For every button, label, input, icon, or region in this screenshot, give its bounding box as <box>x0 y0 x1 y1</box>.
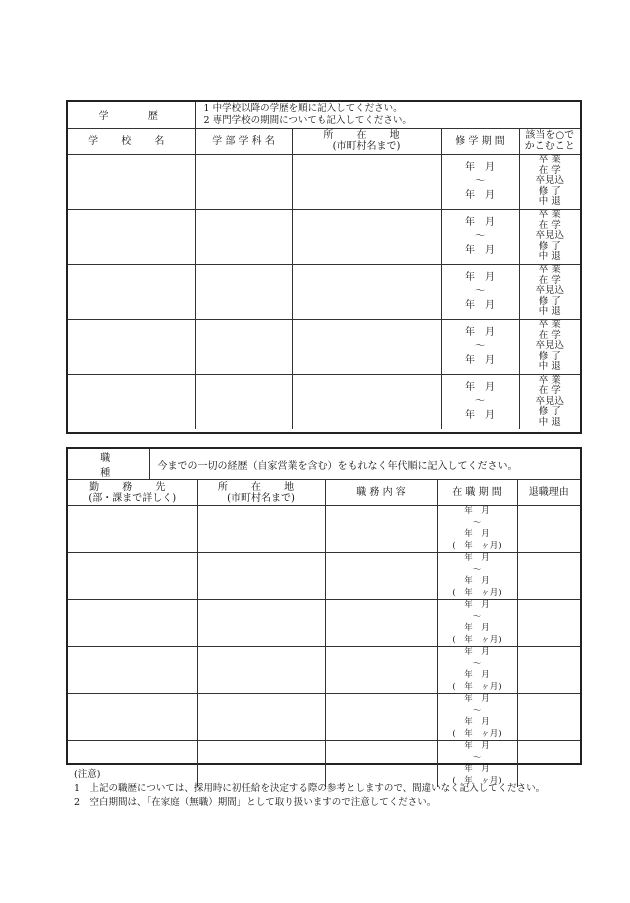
duties-cell[interactable] <box>325 647 437 694</box>
period-duration: ( 年 ヶ月) <box>452 728 502 739</box>
period-duration: ( 年 ヶ月) <box>452 540 502 551</box>
education-instruction-2: 2 専門学校の期間についても記入してください。 <box>203 114 412 126</box>
status-cell <box>519 374 580 429</box>
period-end: 年 月 <box>464 623 490 633</box>
location-cell[interactable] <box>292 154 441 209</box>
period-start: 年 月 <box>465 216 495 228</box>
employment-period-cell[interactable] <box>437 647 517 694</box>
duties-cell[interactable] <box>325 694 437 741</box>
period-end: 年 月 <box>465 189 495 201</box>
study-period-cell[interactable] <box>441 154 519 209</box>
period-start: 年 月 <box>464 553 490 563</box>
period-duration: ( 年 ヶ月) <box>452 587 502 598</box>
status-option[interactable]: 中 退 <box>538 416 561 428</box>
period-start: 年 月 <box>464 694 490 704</box>
header-work-location <box>197 480 325 506</box>
employment-period-cell[interactable] <box>437 506 517 553</box>
duties-cell[interactable] <box>325 553 437 600</box>
header-leave-reason: 退職理由 <box>517 480 580 506</box>
employer-cell[interactable] <box>68 600 197 647</box>
work-row <box>68 506 580 553</box>
status-option[interactable]: 卒 業 <box>538 264 561 276</box>
location-cell[interactable] <box>292 209 441 264</box>
employment-period-cell[interactable] <box>437 694 517 741</box>
header-school-name: 学 校 名 <box>68 128 195 154</box>
education-row <box>68 319 580 374</box>
school-name-cell[interactable] <box>68 374 195 429</box>
status-option[interactable]: 修 了 <box>538 240 561 252</box>
work-row <box>68 647 580 694</box>
period-tilde: 〜 <box>472 752 482 763</box>
faculty-cell[interactable] <box>195 319 292 374</box>
period-tilde: 〜 <box>475 230 485 242</box>
education-row <box>68 154 580 209</box>
study-period-cell[interactable] <box>441 209 519 264</box>
period-start: 年 月 <box>464 647 490 657</box>
period-tilde: 〜 <box>475 175 485 187</box>
study-period-cell[interactable] <box>441 374 519 429</box>
period-tilde: 〜 <box>472 517 482 528</box>
period-end: 年 月 <box>465 354 495 366</box>
period-end: 年 月 <box>464 529 490 539</box>
leave-reason-cell[interactable] <box>517 600 580 647</box>
period-tilde: 〜 <box>472 705 482 716</box>
period-end: 年 月 <box>464 670 490 680</box>
status-cell <box>519 264 580 319</box>
header-employer <box>68 480 197 506</box>
period-end: 年 月 <box>464 717 490 727</box>
leave-reason-cell[interactable] <box>517 694 580 741</box>
status-option[interactable]: 卒見込 <box>535 395 564 407</box>
header-faculty: 学 部 学 科 名 <box>195 128 292 154</box>
period-start: 年 月 <box>465 381 495 393</box>
status-option[interactable]: 卒見込 <box>535 285 564 297</box>
status-option[interactable]: 修 了 <box>538 350 561 362</box>
header-work-location-line1: 所 在 地 <box>217 481 305 493</box>
employer-cell[interactable] <box>68 553 197 600</box>
study-period-cell[interactable] <box>441 319 519 374</box>
work-row <box>68 600 580 647</box>
work-location-cell[interactable] <box>197 647 325 694</box>
status-option[interactable]: 卒 業 <box>538 319 561 331</box>
notes <box>74 768 545 810</box>
header-location <box>292 128 441 154</box>
header-location-line1: 所 在 地 <box>323 130 410 141</box>
header-status-line1: 該当を○で <box>525 130 575 141</box>
period-start: 年 月 <box>465 326 495 338</box>
period-start: 年 月 <box>465 161 495 173</box>
status-option[interactable]: 在 学 <box>538 385 561 396</box>
education-row <box>68 374 580 429</box>
duties-cell[interactable] <box>325 506 437 553</box>
status-option[interactable]: 卒見込 <box>535 175 564 187</box>
work-location-cell[interactable] <box>197 694 325 741</box>
leave-reason-cell[interactable] <box>517 506 580 553</box>
period-end: 年 月 <box>465 409 495 421</box>
employer-cell[interactable] <box>68 647 197 694</box>
school-name-cell[interactable] <box>68 209 195 264</box>
notes-title: (注意) <box>74 769 101 780</box>
school-name-cell[interactable] <box>68 264 195 319</box>
period-end: 年 月 <box>464 764 490 774</box>
work-row <box>68 553 580 600</box>
period-start: 年 月 <box>464 600 490 610</box>
period-tilde: 〜 <box>475 395 485 407</box>
period-tilde: 〜 <box>472 611 482 622</box>
status-option[interactable]: 卒見込 <box>535 230 564 242</box>
period-tilde: 〜 <box>475 340 485 352</box>
period-tilde: 〜 <box>472 658 482 669</box>
location-cell[interactable] <box>292 264 441 319</box>
period-start: 年 月 <box>464 741 490 751</box>
status-option[interactable]: 在 学 <box>538 274 561 286</box>
status-option[interactable]: 在 学 <box>538 329 561 341</box>
note-item-1: 1 上記の職歴については、採用時に初任給を決定する際の参考としますので、間違いなく記入してください。 <box>74 783 546 794</box>
status-option[interactable]: 在 学 <box>538 164 561 176</box>
education-row <box>68 209 580 264</box>
work-section-label: 職 種 <box>68 449 149 480</box>
work-instruction: 今までの一切の経歴（自家営業を含む）をもれなく年代順に記入してください。 <box>149 449 580 480</box>
header-work-location-line2: (市町村名まで) <box>227 492 295 504</box>
school-name-cell[interactable] <box>68 319 195 374</box>
employer-cell[interactable] <box>68 506 197 553</box>
education-row <box>68 264 580 319</box>
education-section-label: 学 歴 <box>68 102 195 128</box>
status-cell <box>519 209 580 264</box>
faculty-cell[interactable] <box>195 154 292 209</box>
period-end: 年 月 <box>464 576 490 586</box>
status-cell <box>519 319 580 374</box>
education-table <box>66 100 582 434</box>
work-location-cell[interactable] <box>197 600 325 647</box>
header-employment-period: 在 職 期 間 <box>437 480 517 506</box>
employer-cell[interactable] <box>68 694 197 741</box>
education-instructions <box>195 102 580 128</box>
faculty-cell[interactable] <box>195 374 292 429</box>
period-duration: ( 年 ヶ月) <box>452 775 502 786</box>
status-option[interactable]: 修 了 <box>538 185 561 197</box>
work-location-cell[interactable] <box>197 553 325 600</box>
header-employer-line1: 勤 務 先 <box>89 481 176 493</box>
school-name-cell[interactable] <box>68 154 195 209</box>
employment-period-cell[interactable] <box>437 553 517 600</box>
faculty-cell[interactable] <box>195 209 292 264</box>
status-cell <box>519 154 580 209</box>
status-option[interactable]: 卒 業 <box>538 154 561 166</box>
status-option[interactable]: 在 学 <box>538 219 561 231</box>
status-option[interactable]: 卒 業 <box>538 209 561 221</box>
study-period-cell[interactable] <box>441 264 519 319</box>
leave-reason-cell[interactable] <box>517 553 580 600</box>
period-end: 年 月 <box>465 299 495 311</box>
status-option[interactable]: 中 退 <box>538 196 561 208</box>
period-duration: ( 年 ヶ月) <box>452 681 502 692</box>
period-start: 年 月 <box>464 506 490 516</box>
header-duties: 職 務 内 容 <box>325 480 437 506</box>
faculty-cell[interactable] <box>195 264 292 319</box>
employment-period-cell[interactable] <box>437 600 517 647</box>
period-duration: ( 年 ヶ月) <box>452 634 502 645</box>
note-item-2: 2 空白期間は、「在家庭（無職）期間」として取り扱いますので注意してください。 <box>74 797 437 808</box>
education-instruction-1: 1 中学校以降の学歴を順に記入してください。 <box>203 102 403 114</box>
work-row <box>68 694 580 741</box>
status-option[interactable]: 中 退 <box>538 361 561 373</box>
leave-reason-cell[interactable] <box>517 647 580 694</box>
period-start: 年 月 <box>465 271 495 283</box>
location-cell[interactable] <box>292 319 441 374</box>
header-location-line2: (市町村名まで) <box>332 141 401 152</box>
work-location-cell[interactable] <box>197 506 325 553</box>
period-tilde: 〜 <box>472 564 482 575</box>
header-status-line2: かこむこと <box>524 141 575 152</box>
header-study-period: 修 学 期 間 <box>441 128 519 154</box>
status-option[interactable]: 中 退 <box>538 306 561 318</box>
duties-cell[interactable] <box>325 600 437 647</box>
location-cell[interactable] <box>292 374 441 429</box>
header-status <box>519 128 580 154</box>
period-tilde: 〜 <box>475 285 485 297</box>
status-option[interactable]: 卒 業 <box>538 374 561 386</box>
status-option[interactable]: 修 了 <box>538 406 561 417</box>
status-option[interactable]: 卒見込 <box>535 340 564 352</box>
period-end: 年 月 <box>465 244 495 256</box>
header-employer-line2: (部・課まで詳しく) <box>88 492 177 504</box>
status-option[interactable]: 中 退 <box>538 251 561 263</box>
status-option[interactable]: 修 了 <box>538 295 561 307</box>
